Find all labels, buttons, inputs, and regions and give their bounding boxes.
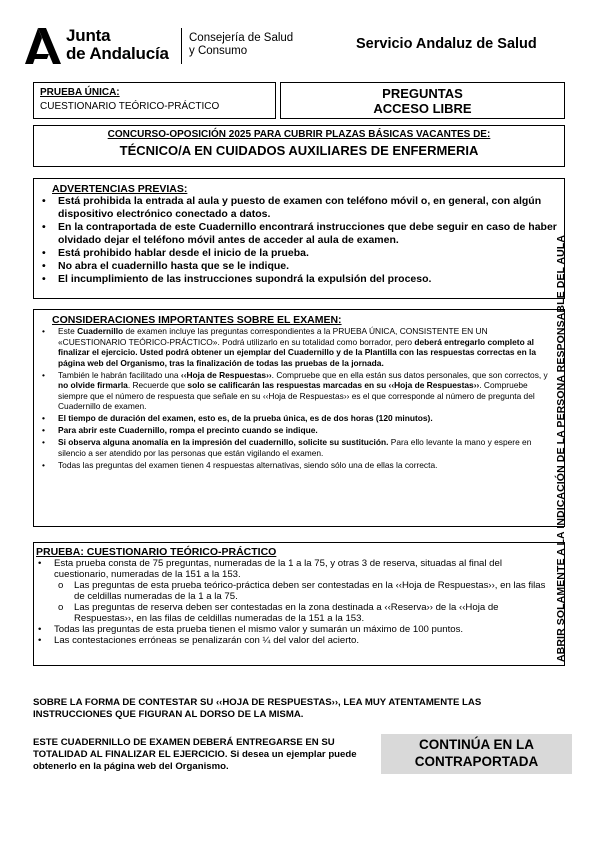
cuestionario-list [36,558,558,646]
sub-list-item: o Las preguntas de esta prueba teórico-práctica deben ser contestadas en la ‹‹Hoja de Respuestas››, en las filas de celdillas numeradas de la 1 a la 75. [54,580,558,602]
prueba-unica-box [33,82,276,119]
list-item: • El tiempo de duración del examen, esto es, de la prueba única, es de dos horas (120 minutos). [40,413,558,424]
answer-sheet-notice: SOBRE LA FORMA DE CONTESTAR SU ‹‹HOJA DE RESPUESTAS››, LEA MUY ATENTAMENTE LAS INSTRUCCIONES QUE FIGURAN AL DORSO DE LA MISMA. [33,697,482,720]
cuestionario-box [33,542,565,666]
junta-andalucia-logo-icon [22,26,62,66]
list-item: • Está prohibido hablar desde el inicio de la prueba. [40,247,558,260]
text: Cuadernillo [77,326,124,336]
list-item: • En la contraportada de este Cuadernillo encontrará instrucciones que debe seguir en caso de haber olvidado dejar el teléfono móvil antes de acceder al aula de examen. [40,221,558,247]
continua-line-2: CONTRAPORTADA [414,754,539,769]
continua-contraportada-box [381,734,572,774]
organization-title: Servicio Andaluz de Salud [356,36,537,52]
consideraciones-box [33,309,565,527]
list-item: • Todas las preguntas del examen tienen 4 respuestas alternativas, siendo sólo una de ellas la correcta. [40,460,558,471]
logo-line-1: Junta [66,26,111,45]
text: ‹‹Hoja de Respuestas›› [180,369,272,380]
consejeria-line-1: Consejería de Salud [189,32,294,44]
consideraciones-title: CONSIDERACIONES IMPORTANTES SOBRE EL EXAMEN: [52,314,342,326]
sub-list [54,580,558,624]
list-item: • Todas las preguntas de esta prueba tienen el mismo valor y sumarán un máximo de 100 puntos. [36,624,558,635]
sub-list-item: o Las preguntas de reserva deben ser contestadas en la zona destinada a ‹‹Reserva›› de la ‹‹Hoja de Respuestas››, en las filas de celdillas numeradas de la 151 a la 153. [54,602,558,624]
text: Para ello levante la mano y espere en silencio a ser atendido por las personas que están vigilando el examen. [58,437,532,458]
concurso-line-2: TÉCNICO/A EN CUIDADOS AUXILIARES DE ENFERMERIA [119,143,479,158]
text: deberá entregarlo completo al finalizar el ejercicio. Usted podrá obtener un ejemplar del Cuadernillo y de la Plantilla con las respuestas correctas en la página web del Organismo, tras la finalización de todas las pruebas de la jornada. [58,336,537,368]
preguntas-line-2: ACCESO LIBRE [373,101,472,116]
text: . Compruebe siempre que el número de respuesta que señale en su ‹‹Hoja de Respuestas›› es el que corresponde al número de pregunta del Cuadernillo de examen. [58,380,535,411]
list-item: • El incumplimiento de las instrucciones supondrá la expulsión del proceso. [40,273,558,286]
logo-separator [181,28,182,64]
return-booklet-notice: ESTE CUADERNILLO DE EXAMEN DEBERÁ ENTREGARSE EN SU TOTALIDAD AL FINALIZAR EL EJERCICIO. Si desea un ejemplar puede obtenerlo en la página web del Organismo. [33,737,357,772]
advertencias-box [33,178,565,299]
preguntas-line-1: PREGUNTAS [382,86,463,101]
text: no olvide firmarla [58,380,128,390]
advertencias-title: ADVERTENCIAS PREVIAS: [52,183,188,195]
logo-wordmark [66,27,169,63]
list-item [40,437,558,458]
list-item [36,558,558,624]
text: Si observa alguna anomalía en la impresión del cuadernillo, solicite su sustitución. [58,437,389,447]
text: . Recuerde que [127,380,188,390]
concurso-box [33,125,565,167]
list-item [40,326,558,368]
text: Este [58,326,78,336]
consejeria-line-2: y Consumo [189,45,248,57]
prueba-unica-title: PRUEBA ÚNICA: [40,87,120,98]
advertencias-list [40,195,558,286]
text: También le habrán facilitado una [58,369,181,380]
list-item: • Las contestaciones erróneas se penalizarán con ¼ del valor del acierto. [36,635,558,646]
consejeria-label [189,32,293,58]
prueba-unica-subtitle: CUESTIONARIO TEÓRICO-PRÁCTICO [40,101,220,112]
text: . Compruebe que en ella están sus datos personales, que son correctos, y [271,369,548,380]
preguntas-box [280,82,565,119]
list-item: • Para abrir este Cuadernillo, rompa el precinto cuando se indique. [40,425,558,436]
consideraciones-list [40,326,558,470]
list-item: • No abra el cuadernillo hasta que se le indique. [40,260,558,273]
list-item [40,370,558,412]
vertical-open-instruction: ABRIR SOLAMENTE A LA INDICACIÓN DE LA PERSONA RESPONSABLE DEL AULA [555,234,567,662]
concurso-line-1: CONCURSO-OPOSICIÓN 2025 PARA CUBRIR PLAZAS BÁSICAS VACANTES DE: [107,129,491,140]
continua-line-1: CONTINÚA EN LA [419,737,534,752]
text: Esta prueba consta de 75 preguntas, numeradas de la 1 a la 75, y otras 3 de reserva, situadas al final del cuestionario, numeradas de la 151 a la 153. [54,558,502,580]
list-item: • Está prohibida la entrada al aula y puesto de examen con teléfono móvil o, en general, con algún dispositivo electrónico conectado a datos. [40,195,558,221]
logo-line-2: de Andalucía [66,44,169,63]
cuestionario-title: PRUEBA: CUESTIONARIO TEÓRICO-PRÁCTICO [36,546,277,558]
text: solo se calificarán las respuestas marcadas en su ‹‹Hoja de Respuestas›› [187,380,480,390]
text: de examen incluye las preguntas correspondientes a la PRUEBA ÚNICA, CONSISTENTE EN UN «CUESTIONARIO TEÓRICO-PRÁCTICO». Podrá utilizarlo en su totalidad como borrador, pero [58,326,488,347]
